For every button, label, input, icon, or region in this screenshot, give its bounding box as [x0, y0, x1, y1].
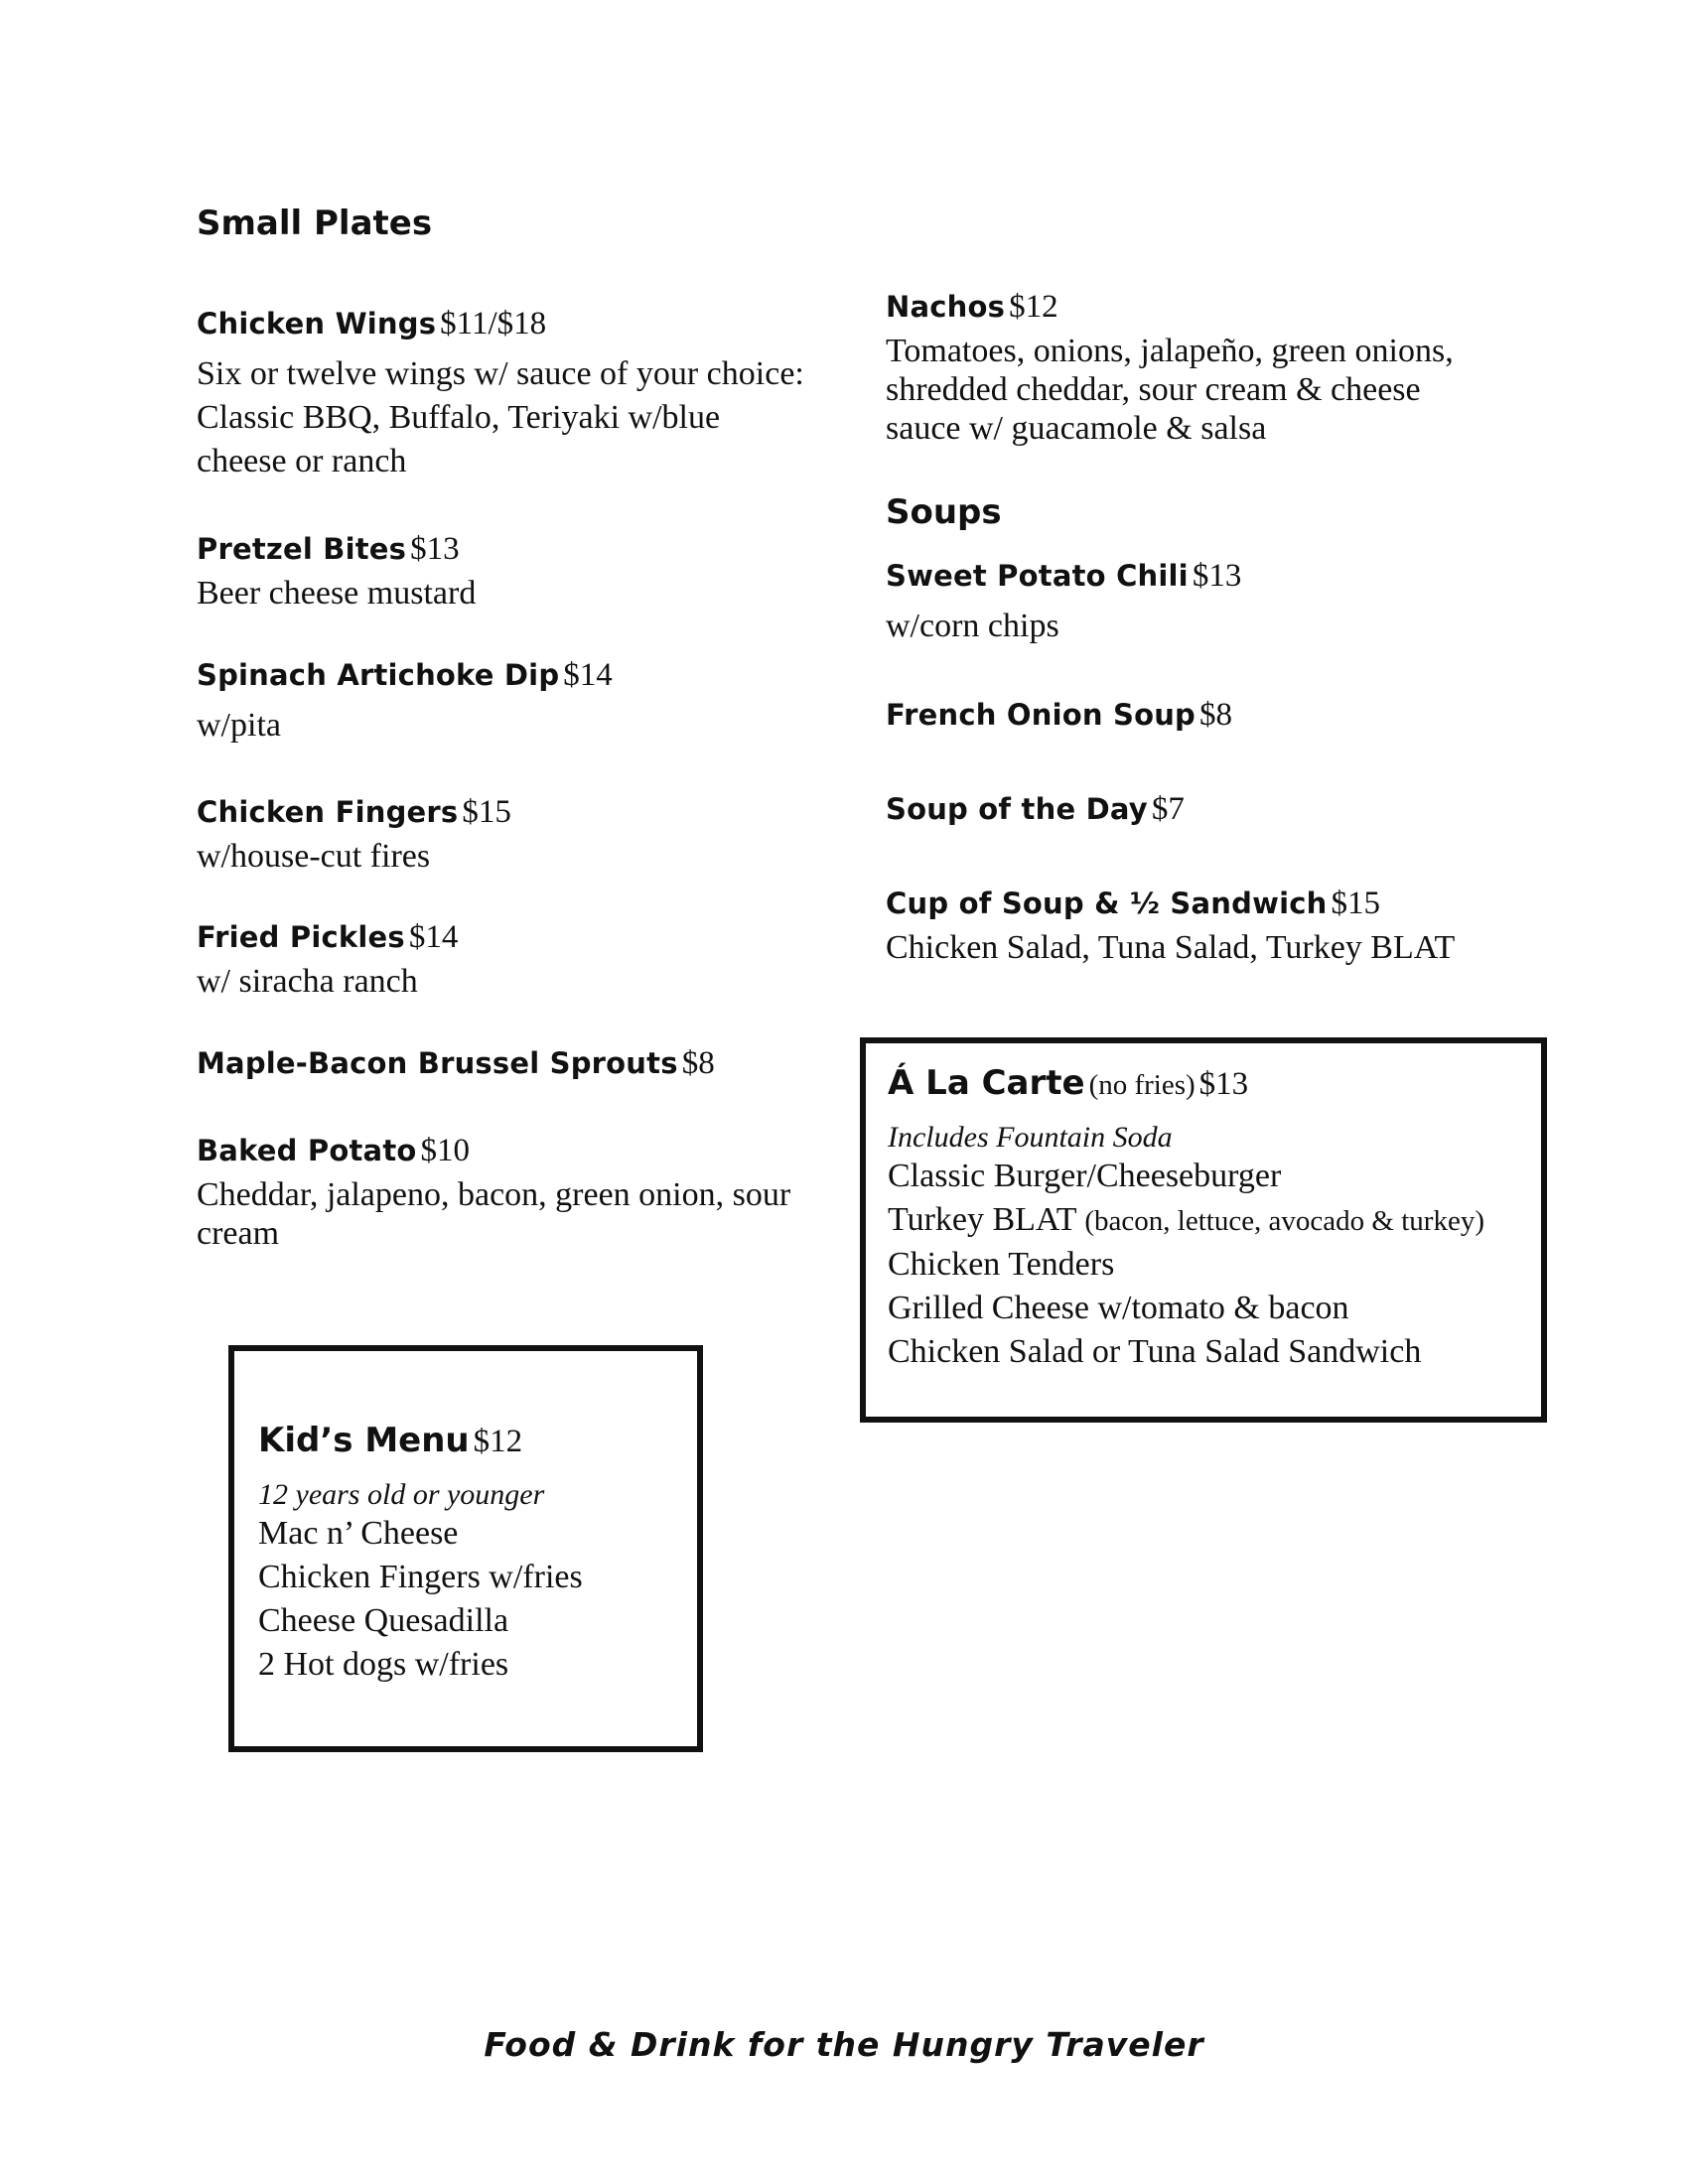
a-la-carte-price: $13 — [1198, 1066, 1249, 1102]
list-item: Chicken Salad or Tuna Salad Sandwich — [888, 1333, 1422, 1370]
menu-item-baked-potato — [197, 1133, 790, 1253]
menu-item-spinach-artichoke-dip — [197, 657, 613, 748]
item-price: $11/$18 — [440, 306, 547, 341]
menu-item-nachos — [886, 289, 1454, 448]
item-name: Chicken Wings — [197, 307, 437, 341]
list-item: Classic Burger/Cheeseburger — [888, 1158, 1282, 1194]
item-name: Sweet Potato Chili — [886, 559, 1189, 593]
menu-item-sweet-potato-chili — [886, 558, 1241, 648]
a-la-carte-qualifier: (no fries) — [1088, 1069, 1196, 1101]
kids-menu-box — [228, 1345, 703, 1752]
item-name: Maple-Bacon Brussel Sprouts — [197, 1046, 678, 1080]
item-description: w/pita — [197, 707, 281, 744]
menu-item-soup-of-the-day — [886, 791, 1185, 828]
item-name: Baked Potato — [197, 1134, 417, 1167]
menu-item-french-onion-soup — [886, 697, 1232, 734]
kids-menu-note: 12 years old or younger — [258, 1478, 545, 1511]
item-description: w/house-cut fires — [197, 838, 431, 875]
a-la-carte-list — [888, 1155, 1484, 1374]
kids-menu-title: Kid’s Menu — [258, 1421, 470, 1460]
item-name: Nachos — [886, 290, 1006, 324]
menu-item-pretzel-bites — [197, 531, 476, 613]
item-description: Tomatoes, onions, jalapeño, green onions, shredded cheddar, sour cream & cheese sauce w/ guacamole & salsa — [886, 333, 1454, 447]
item-name: French Onion Soup — [886, 698, 1196, 732]
a-la-carte-title: Á La Carte — [888, 1063, 1085, 1103]
list-item: Turkey BLAT (bacon, lettuce, avocado & turkey) — [888, 1201, 1484, 1238]
item-price: $15 — [462, 794, 511, 830]
item-name: Spinach Artichoke Dip — [197, 658, 560, 692]
list-item: Mac n’ Cheese — [258, 1515, 459, 1552]
menu-item-cup-of-soup-half-sandwich — [886, 886, 1455, 967]
item-description: Cheddar, jalapeno, bacon, green onion, sour cream — [197, 1176, 791, 1252]
kids-menu-price: $12 — [473, 1424, 523, 1459]
list-item: Chicken Fingers w/fries — [258, 1559, 583, 1595]
menu-item-chicken-wings — [197, 306, 804, 483]
item-description: Chicken Salad, Tuna Salad, Turkey BLAT — [886, 929, 1456, 966]
list-item: Cheese Quesadilla — [258, 1602, 509, 1639]
item-price: $13 — [410, 531, 460, 567]
list-item: Grilled Cheese w/tomato & bacon — [888, 1290, 1349, 1326]
item-price: $7 — [1151, 791, 1185, 827]
item-description: w/corn chips — [886, 608, 1059, 644]
a-la-carte-box — [860, 1037, 1547, 1423]
item-price: $14 — [408, 919, 459, 955]
item-name: Pretzel Bites — [197, 532, 407, 566]
item-price: $8 — [681, 1045, 715, 1081]
soups-heading: Soups — [886, 492, 1002, 532]
item-description: Beer cheese mustard — [197, 575, 477, 612]
item-price: $14 — [563, 657, 613, 693]
item-name: Soup of the Day — [886, 792, 1148, 826]
item-price: $13 — [1192, 558, 1242, 594]
footer-tagline: Food & Drink for the Hungry Traveler — [484, 2025, 1204, 2064]
item-price: $8 — [1199, 697, 1233, 733]
menu-item-fried-pickles — [197, 919, 458, 1001]
item-description: Six or twelve wings w/ sauce of your choice: Classic BBQ, Buffalo, Teriyaki w/blue cheese or ranch — [197, 355, 804, 479]
kids-menu-list — [258, 1512, 583, 1687]
item-description: w/ siracha ranch — [197, 963, 418, 1000]
small-plates-heading: Small Plates — [197, 204, 433, 243]
a-la-carte-note: Includes Fountain Soda — [888, 1121, 1173, 1154]
menu-item-maple-bacon-brussel-sprouts — [197, 1045, 715, 1082]
menu-item-chicken-fingers — [197, 794, 511, 876]
list-item: 2 Hot dogs w/fries — [258, 1646, 509, 1683]
item-name: Cup of Soup & ½ Sandwich — [886, 887, 1328, 920]
item-price: $10 — [420, 1133, 471, 1168]
item-name: Chicken Fingers — [197, 795, 459, 829]
item-price: $12 — [1009, 289, 1058, 325]
item-price: $15 — [1331, 886, 1380, 921]
item-name: Fried Pickles — [197, 920, 405, 954]
list-item: Chicken Tenders — [888, 1246, 1115, 1283]
